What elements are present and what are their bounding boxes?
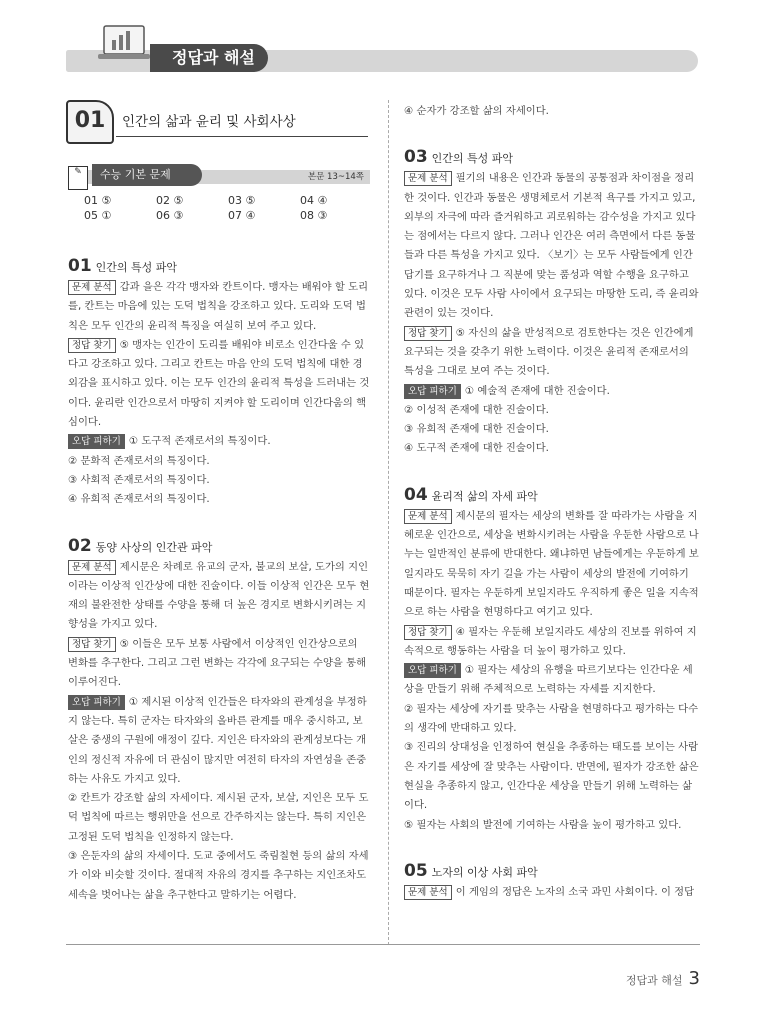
- avoid-paragraph: 오답 피하기 ① 예술적 존재에 대한 진술이다.: [404, 382, 700, 401]
- avoid-paragraph: 오답 피하기 ① 필자는 세상의 유행을 따르기보다는 인간다운 세상을 만들기 위해 주체적으로 노력하는 자세를 지지한다.: [404, 664, 693, 696]
- answer-item: 05 ①: [84, 209, 112, 222]
- section-heading-04: 04 윤리적 삶의 자세 파악: [404, 484, 538, 505]
- chapter-heading: [66, 100, 372, 142]
- page-footer: [626, 968, 700, 989]
- answer-item: 06 ③: [156, 209, 184, 222]
- avoid-item: ④ 순자가 강조할 삶의 자세이다.: [404, 105, 549, 117]
- answer-paragraph: 정답 찾기 ⑤ 이들은 모두 보통 사람에서 이상적인 인간상으로의 변화를 추구한다. 그리고 그런 변화는 각각에 요구되는 수양을 통해 이루어진다.: [68, 637, 367, 689]
- analysis-paragraph: 문제 분석 갑과 을은 각각 맹자와 칸트이다. 맹자는 배워야 할 도리를, 칸트는 마음에 있는 도덕 법칙을 강조하고 있다. 도리와 도덕 법칙은 모두 인간의 윤리적 특징을 여실히 보여 주고 있다.: [68, 281, 369, 332]
- avoid-paragraph: 오답 피하기 ① 제시된 이상적 인간들은 타자와의 관계성을 부정하지 않는다. 특히 군자는 타자와의 올바른 관계를 매우 중시하고, 보살은 중생의 구원에 애정이 깊다. 지인은 타자와의 관계성보다는 개인의 정신적 자유에 더 관심이 많지만 여전히 타자의 자연성을 존중하는 사유도 가지고 있다.: [68, 695, 367, 785]
- left-column: [68, 256, 370, 905]
- bottom-rule: [66, 944, 700, 945]
- answer-item: 02 ⑤: [156, 194, 184, 207]
- answer-item: 07 ④: [228, 209, 256, 222]
- avoid-item: ② 칸트가 강조할 삶의 자세이다. 제시된 군자, 보살, 지인은 모두 도덕 법칙에 따르는 행위만을 선으로 간주하지는 않는다. 특히 지인은 고정된 도덕 법칙을 인정하지 않는다.: [68, 792, 369, 843]
- analysis-paragraph: 문제 분석 이 게임의 정답은 노자의 소국 과민 사회이다. 이 정답: [404, 883, 700, 902]
- avoid-paragraph: 오답 피하기 ① 도구적 존재로서의 특징이다.: [68, 432, 370, 451]
- avoid-item: ④ 유희적 존재로서의 특징이다.: [68, 493, 210, 506]
- answer-paragraph: 정답 찾기 ⑤ 맹자는 인간이 도리를 배워야 비로소 인간다울 수 있다고 강조하고 있다. 그리고 칸트는 마음 안의 도덕 법칙에 대한 경외감을 표시하고 있다. 이는 모두 인간의 윤리적 특성을 드러내는 것이다. 윤리란 인간으로서 마땅히 지켜야 할 도리이며 인간다움의 핵심이다.: [68, 338, 370, 429]
- monitor-chart-icon: [98, 22, 154, 62]
- avoid-item: ③ 진리의 상대성을 인정하여 현실을 추종하는 태도를 보이는 사람은 자기를 세상에 잘 맞추는 사람이다. 반면에, 필자가 강조한 삶은 현실을 추종하지 않고, 인간다운 세상을 만들기 위해 노력하는 삶이다.: [404, 741, 699, 812]
- answer-grid: [82, 194, 370, 222]
- avoid-item: ② 필자는 세상에 자기를 맞추는 사람을 현명하다고 평가하는 다수의 생각에 반대하고 있다.: [404, 702, 699, 735]
- analysis-paragraph: 문제 분석 필기의 내용은 인간과 동물의 공통점과 차이점을 정리한 것이다. 인간과 동물은 생명체로서 기본적 욕구를 가지고 있고, 외부의 자극에 따라 즐거워하고 괴로워하는 감수성을 가지고 있다는 점에서는 다르지 않다. 그러나 인간은 여러 측면에서 다른 동물들과 다른 특성을 가지고 있다. 〈보기〉는 모두 사람들에게 인간답기를 요구하거나 그 직분에 맞는 품성과 역할 수행을 요구하고 있다. 이것은 모두 사람 사이에서 요구되는 마땅한 도리, 즉 윤리와 관련이 있는 것이다.: [404, 172, 699, 320]
- section-heading-03: 03 인간의 특성 파악: [404, 147, 514, 168]
- answer-item: 01 ⑤: [84, 194, 112, 207]
- avoid-item: ② 이성적 존재에 대한 진술이다.: [404, 403, 549, 416]
- avoid-item: ② 문화적 존재로서의 특징이다.: [68, 454, 210, 467]
- footer-label: 정답과 해설: [625, 974, 683, 987]
- answer-item: 03 ⑤: [228, 194, 256, 207]
- basic-problems-box: [68, 166, 370, 246]
- right-column: [404, 102, 700, 902]
- answer-paragraph: 정답 찾기 ⑤ 자신의 삶을 반성적으로 검토한다는 것은 인간에게 요구되는 것을 갖추기 위한 노력이다. 이것은 윤리적 존재로서의 특성을 그대로 보여 주는 것이다.: [404, 326, 694, 378]
- avoid-item: ⑤ 필자는 사회의 발전에 기여하는 사람을 높이 평가하고 있다.: [404, 818, 682, 831]
- answer-item: 04 ④: [300, 194, 328, 207]
- answer-paragraph: 정답 찾기 ④ 필자는 우둔해 보일지라도 세상의 진보를 위하여 지속적으로 행동하는 사람을 더 높이 평가하고 있다.: [404, 625, 697, 657]
- avoid-item: ③ 은둔자의 삶의 자세이다. 도교 중에서도 죽림칠현 등의 삶의 자세가 이와 비슷할 것이다. 절대적 자유의 경지를 추구하는 지인조차도 세속을 벗어나는 삶을 추구한다고 말하기는 어렵다.: [68, 850, 369, 901]
- chapter-number: 01: [66, 100, 114, 144]
- section-heading-05: 05 노자의 이상 사회 파악: [404, 860, 538, 881]
- section-heading-02: 02 동양 사상의 인간관 파악: [68, 535, 213, 556]
- basic-tab: [92, 164, 202, 186]
- chapter-underline: [116, 136, 368, 137]
- analysis-paragraph: 문제 분석 제시문은 차례로 유교의 군자, 불교의 보살, 도가의 지인이라는 이상적 인간상에 대한 진술이다. 이들 이상적 인간은 모두 현재의 불완전한 상태를 수양을 통해 더 높은 경지로 변화시키려는 지향성을 가지고 있다.: [68, 560, 370, 631]
- header-tab: 정답과 해설: [150, 44, 268, 72]
- page-ref: 본문 13~14쪽: [307, 172, 364, 182]
- avoid-item: ④ 도구적 존재에 대한 진술이다.: [404, 442, 549, 455]
- page-number: 3: [688, 968, 700, 989]
- answer-item: 08 ③: [300, 209, 328, 222]
- column-divider: [388, 100, 389, 945]
- note-icon: ✎: [68, 166, 88, 190]
- section-heading-01: 01 인간의 특성 파악: [68, 256, 178, 276]
- basic-tab-label: 수능 기본 문제: [100, 168, 171, 181]
- analysis-paragraph: 문제 분석 제시문의 필자는 세상의 변화를 잘 따라가는 사람을 지혜로운 인간으로, 세상을 변화시키려는 사람을 우둔한 사람으로 나누는 일반적인 분류에 반대한다. 왜냐하면 남들에게는 우둔하게 보일지라도 묵묵히 자기 길을 가는 사람이 세상의 발전에 기여하기 때문이다. 필자는 우둔하게 보일지라도 우직하게 좋은 일을 지속적으로 하는 사람을 현명하다고 여기고 있다.: [404, 509, 699, 619]
- avoid-item: ③ 유희적 존재에 대한 진술이다.: [404, 423, 549, 436]
- chapter-title: 인간의 삶과 윤리 및 사회사상: [122, 114, 296, 130]
- avoid-item: ③ 사회적 존재로서의 특징이다.: [68, 473, 210, 486]
